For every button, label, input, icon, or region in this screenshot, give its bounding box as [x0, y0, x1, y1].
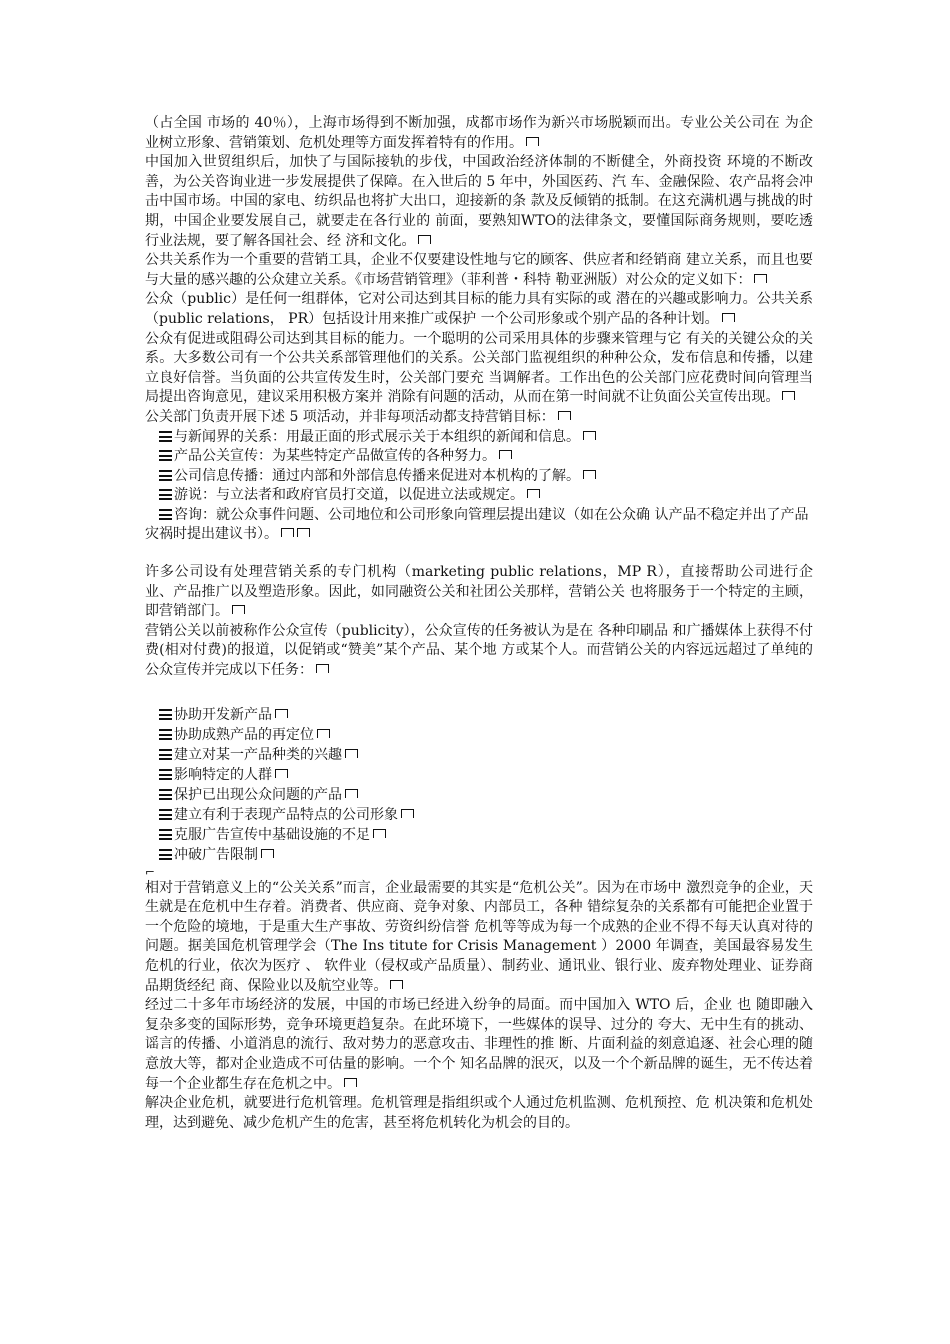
paragraph: 中国加入世贸组织后，加快了与国际接轨的步伐，中国政治经济体制的不断健全，外商投资 环境的不断改善，为公关咨询业进一步发展提供了保障。在入世后的 5 年中，外国医药、汽 车、金融保险、农产品将会冲击中国市场。中国的家电、纺织品也将扩大出口，迎接新的条 款及反倾销的抵制。在这充满机遇与挑战的时期，中国企业要发展自己，就要走在各行业的 前面，要熟知WTO的法律条文，要懂国际商务规则，要吃透行业法规，要了解各国社会、经 济和文化。 — [145, 154, 813, 249]
paragraph: 相对于营销意义上的“公关关系”而言，企业最需要的其实是“危机公关”。因为在市场中 激烈竞争的企业，天生就是在危机中生存着。消费者、供应商、竞争对象、内部员工，各种 错综复杂的关系都有可能把企业置于一个危险的境地，于是重大生产事故、劳资纠纷信誉 危机等等成为每一个成熟的企业不得不每天认真对待的问题。据美国危机管理学会（The Ins titute for Crisis Management ）2000 年调查，美国最容易发生危机的行业，依次为医疗 、 软件业（侵权或产品质量）、制药业、通讯业、银行业、废弃物处理业、证券商品期货经纪 商、保险业以及航空业等。 — [145, 879, 813, 994]
bullet-icon — [159, 709, 172, 720]
paragraph: 解决企业危机，就要进行危机管理。危机管理是指组织或个人通过危机监测、危机预控、危 机决策和危机处理，达到避免、减少危机产生的危害，甚至将危机转化为机会的目的。 — [145, 1095, 813, 1131]
paragraph-mark-icon — [373, 829, 386, 838]
paragraph-mark-icon — [499, 450, 512, 459]
paragraph-mark-icon — [344, 1078, 357, 1087]
paragraph: 公关部门负责开展下述 5 项活动，并非每项活动都支持营销目标： — [145, 408, 813, 428]
list-item: 游说：与立法者和政府官员打交道，以促进立法或规定。 — [145, 486, 813, 506]
bullet-icon — [159, 849, 172, 860]
paragraph-mark-icon — [401, 809, 414, 818]
bullet-icon — [159, 829, 172, 840]
list-item: 影响特定的人群 — [145, 765, 813, 785]
bullet-icon — [159, 809, 172, 820]
paragraph-mark-icon — [754, 274, 767, 283]
section-separator: ⌐ — [145, 864, 156, 879]
paragraph-mark-icon — [297, 528, 310, 537]
paragraph-mark-icon — [558, 411, 571, 420]
paragraph: 经过二十多年市场经济的发展，中国的市场已经进入纷争的局面。而中国加入 WTO 后，企业 也 随即融入复杂多变的国际形势，竞争环境更趋复杂。在此环境下，一些媒体的误导、过分的 夸大、无中生有的挑动、谣言的传播、小道消息的流行、敌对势力的恶意攻击、非理性的推 断、片面利益的刻意追逐、社会心理的随意放大等，都对企业造成不可估量的影响。一个个 知名品牌的泯灭，以及一个个新品牌的诞生，无不传达着每一个企业都生存在危机之中。 — [145, 997, 813, 1092]
paragraph-mark-icon — [526, 137, 539, 146]
paragraph-mark-icon — [275, 709, 288, 718]
bullet-icon — [159, 509, 172, 520]
paragraph-mark-icon — [583, 470, 596, 479]
list-item: 保护已出现公众问题的产品 — [145, 785, 813, 805]
paragraph-mark-icon — [316, 664, 329, 673]
paragraph-mark-icon — [527, 489, 540, 498]
paragraph: 公众有促进或阻碍公司达到其目标的能力。一个聪明的公司采用具体的步骤来管理与它 有关的关键公众的关系。大多数公司有一个公共关系部管理他们的关系。公关部门监视组织的种种公众，发布信息和传播，以建立良好信誉。当负面的公共宣传发生时，公关部门要充 当调解者。工作出色的公关部门应花费时间向管理当局提出咨询意见，建议采用积极方案并 消除有问题的活动，从而在第一时间就不让负面公关宣传出现。 — [145, 330, 813, 406]
bullet-icon — [159, 769, 172, 780]
bullet-icon — [159, 450, 172, 461]
list-item: 协助开发新产品 — [145, 705, 813, 725]
paragraph-mark-icon — [275, 769, 288, 778]
paragraph-mark-icon — [583, 431, 596, 440]
paragraph: 许多公司设有处理营销关系的专门机构（marketing public relations，MP R），直接帮助公司进行企业、产品推广以及塑造形象。因此，如同融资公关和社团公关那样，营销公关 也将服务于一个特定的主顾，即营销部门。 — [145, 564, 813, 620]
paragraph: （占全国 市场的 40％），上海市场得到不断加强，成都市场作为新兴市场脱颖而出。专业公关公司在 为企业树立形象、营销策划、危机处理等方面发挥着特有的作用。 — [145, 115, 813, 151]
list-item: 建立对某一产品种类的兴趣 — [145, 745, 813, 765]
paragraph: 营销公关以前被称作公众宣传（publicity），公众宣传的任务被认为是在 各种印刷品 和广播媒体上获得不付费(相对付费)的报道，以促销或“赞美”某个产品、某个地 方或某个人。而营销公关的内容远远超过了单纯的公众宣传并完成以下任务： — [145, 622, 813, 679]
list-item: 协助成熟产品的再定位 — [145, 725, 813, 745]
paragraph: 公众（public）是任何一组群体，它对公司达到其目标的能力具有实际的或 潜在的兴趣或影响力。公共关系（public relations， PR）包括设计用来推广或保护 一个公司形象或个别产品的各种计划。 — [145, 291, 813, 327]
paragraph-mark-icon — [782, 391, 795, 400]
paragraph-mark-icon — [345, 789, 358, 798]
bullet-icon — [159, 789, 172, 800]
list-item: 产品公关宣传：为某些特定产品做宣传的各种努力。 — [145, 447, 813, 467]
bullet-icon — [159, 489, 172, 500]
bullet-icon — [159, 431, 172, 442]
bullet-icon — [159, 470, 172, 481]
paragraph-mark-icon — [390, 980, 403, 989]
paragraph-mark-icon — [281, 528, 294, 537]
list-item: 公司信息传播：通过内部和外部信息传播来促进对本机构的了解。 — [145, 467, 813, 487]
paragraph-mark-icon — [345, 749, 358, 758]
list-item: 冲破广告限制 — [145, 845, 813, 865]
paragraph-mark-icon — [232, 605, 245, 614]
list-item: 克服广告宣传中基础设施的不足 — [145, 825, 813, 845]
list-item: 建立有利于表现产品特点的公司形象 — [145, 805, 813, 825]
bullet-icon — [159, 729, 172, 740]
list-item: 咨询：就公众事件问题、公司地位和公司形象向管理层提出建议（如在公众确 认产品不稳定并出了产品灾祸时提出建议书）。 — [145, 506, 809, 543]
list-item: 与新闻界的关系：用最正面的形式展示关于本组织的新闻和信息。 — [145, 428, 813, 448]
document-page — [145, 114, 813, 1133]
paragraph-mark-icon — [418, 235, 431, 244]
bullet-icon — [159, 749, 172, 760]
paragraph: 公共关系作为一个重要的营销工具，企业不仅要建设性地与它的顾客、供应者和经销商 建立关系，而且也要与大量的感兴趣的公众建立关系。《市场营销管理》（菲利普・科特 勒亚洲版）对公众的定义如下： — [145, 252, 813, 288]
paragraph-mark-icon — [317, 729, 330, 738]
paragraph-mark-icon — [261, 849, 274, 858]
paragraph-mark-icon — [722, 313, 735, 322]
